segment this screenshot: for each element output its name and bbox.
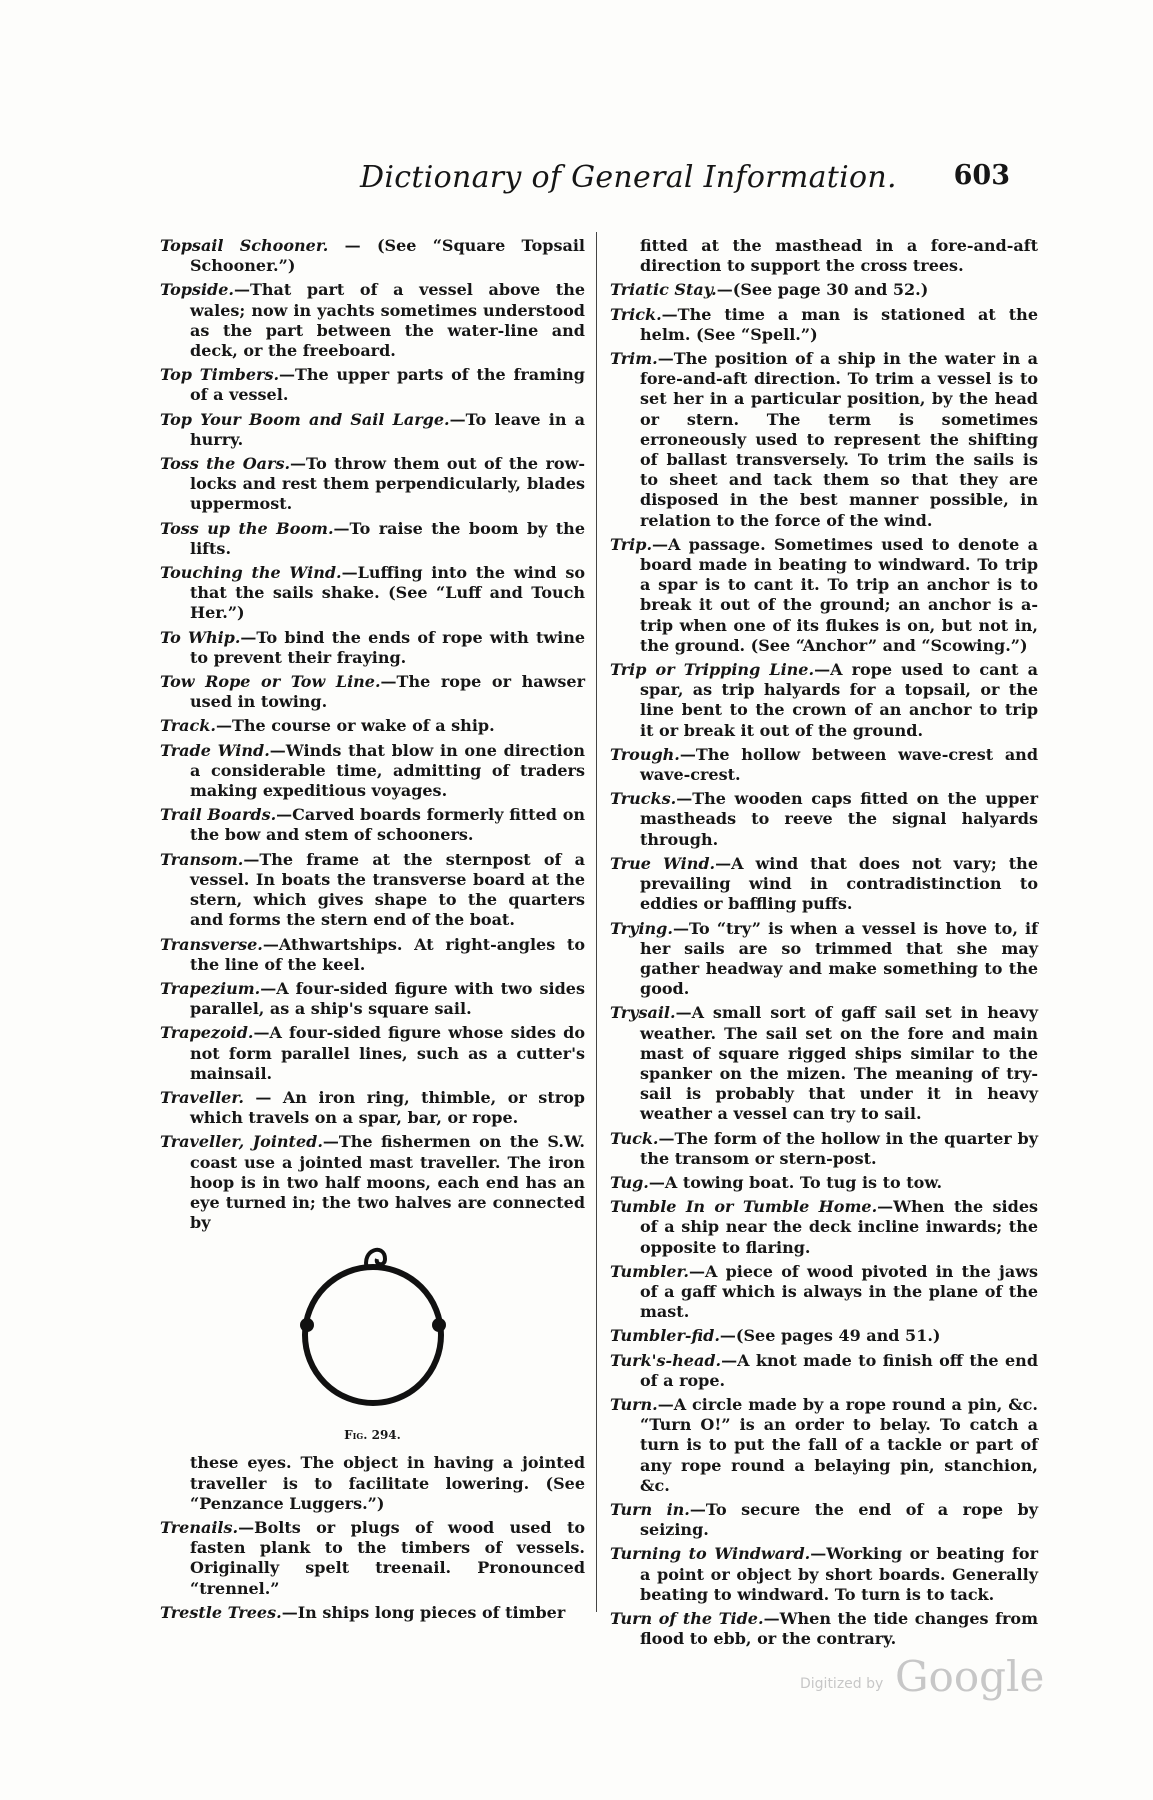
entry-definition: —To leave in a hurry. (190, 409, 585, 449)
dictionary-entry (160, 979, 585, 1019)
entry-definition: —To raise the boom by the lifts. (190, 518, 585, 558)
entry-term: Tumble In or Tumble Home. (610, 1197, 878, 1217)
entry-definition: —Bolts or plugs of wood used to fasten plank to the timbers of vessels. Originally spelt treenail. Pronounced “trennel.” (190, 1517, 585, 1598)
dictionary-entry (160, 410, 585, 450)
entry-term: Traveller, Jointed. (160, 1132, 323, 1152)
dictionary-entry (160, 280, 585, 361)
entry-term: Trough. (610, 744, 680, 764)
entry-definition: —The frame at the sternpost of a vessel. In boats the transverse board at the stern, which gives shape to the quarters and forms the stern end of the boat. (190, 849, 585, 930)
entry-definition: —A knot made to finish off the end of a rope. (640, 1350, 1038, 1390)
entry-term: Tow Rope or Tow Line. (160, 672, 381, 692)
entry-term: Trip. (610, 534, 653, 554)
entry-definition: —In ships long pieces of timber (281, 1602, 566, 1622)
entry-definition: — (See “Square Topsail Schooner.”) (190, 236, 586, 276)
dictionary-entry (610, 1544, 1038, 1605)
dictionary-entry (610, 745, 1038, 785)
entry-definition: —To throw them out of the row-locks and rest them perpendicularly, blades uppermost. (190, 454, 585, 514)
dictionary-entry (610, 1262, 1038, 1323)
entry-term: Track. (160, 716, 216, 736)
entry-term: Toss the Oars. (160, 454, 291, 474)
entry-term: Trade Wind. (160, 740, 270, 760)
watermark-prefix: Digitized by (800, 1676, 884, 1692)
dictionary-entry (610, 1500, 1038, 1540)
entry-term: Top Timbers. (160, 365, 280, 385)
entry-definition: —The fishermen on the S.W. coast use a jointed mast traveller. The iron hoop is in two half moons, each end has an eye turned in; the two halves are connected by (190, 1132, 585, 1233)
figure-294 (160, 1239, 585, 1449)
entry-term: Turn of the Tide. (610, 1609, 764, 1628)
entry-term: Tumbler-fid. (610, 1326, 720, 1346)
entry-term: Trail Boards. (160, 805, 277, 825)
entry-definition: —A piece of wood pivoted in the jaws of a gaff which is always in the plane of the mast. (640, 1261, 1038, 1322)
entry-definition: — An iron ring, thimble, or strop which travels on a spar, bar, or rope. (190, 1087, 585, 1128)
dictionary-entry (160, 672, 585, 712)
entry-definition: —Athwartships. At right-angles to the line of the keel. (190, 934, 585, 974)
dictionary-entry (160, 850, 585, 931)
entry-term: Trysail. (610, 1003, 676, 1023)
entry-term: Transverse. (160, 934, 263, 954)
entry-definition: —A passage. Sometimes used to denote a board made in beating to windward. To trip a spar is to cant it. To trip an anchor is to break it out of the ground; an anchor is a-trip when one of its flukes is on, but not in, the ground. (See “Anchor” and “Scowing.”) (640, 534, 1038, 655)
dictionary-entry (610, 1395, 1038, 1496)
entry-definition: —Working or beating for a point or object by short boards. Generally beating to windward. To turn is to tack. (640, 1544, 1038, 1604)
entry-term: Trim. (610, 349, 658, 369)
entry-term: Trip or Tripping Line. (610, 660, 815, 680)
dictionary-entry (160, 1132, 585, 1233)
entry-definition: —A four-sided figure with two sides parallel, as a ship's square sail. (190, 978, 585, 1019)
page-number: 603 (953, 160, 1010, 191)
dictionary-entry (610, 1129, 1038, 1169)
dictionary-entry (610, 1609, 1038, 1649)
entry-definition: —The time a man is stationed at the helm. (See “Spell.”) (640, 304, 1038, 344)
page-header (360, 160, 1010, 200)
dictionary-entry (610, 1003, 1038, 1124)
dictionary-entry (160, 741, 585, 802)
entry-term: To Whip. (160, 627, 241, 647)
right-column (610, 236, 1038, 1653)
watermark-brand: Google (895, 1652, 1045, 1701)
dictionary-entry (610, 280, 1038, 300)
dictionary-entry (160, 716, 585, 736)
entry-definition: —When the tide changes from flood to ebb, or the contrary. (640, 1609, 1038, 1649)
dictionary-entry (610, 349, 1038, 531)
entry-definition: —(See page 30 and 52.) (716, 280, 929, 300)
entry-definition: —(See pages 49 and 51.) (719, 1326, 941, 1346)
entry-definition: —Winds that blow in one direction a considerable time, admitting of traders making expeditious voyages. (190, 740, 585, 801)
dictionary-entry (160, 805, 585, 845)
entry-term: Tumbler. (610, 1261, 689, 1281)
entry-term: Turk's-head. (610, 1350, 722, 1370)
dictionary-entry (610, 919, 1038, 1000)
left-entry-list (160, 236, 585, 1233)
right-continuation: fitted at the masthead in a fore-and-aft direction to support the cross trees. (640, 236, 1038, 276)
figure-caption: Fig. 294. (344, 1428, 401, 1443)
dictionary-entry (160, 454, 585, 515)
entry-term: Trapezium. (160, 978, 261, 998)
entry-definition: —A wind that does not vary; the prevailing wind in contradistinction to eddies or baffling puffs. (640, 853, 1038, 914)
entry-definition: —The course or wake of a ship. (215, 716, 495, 736)
entry-definition: —A rope used to cant a spar, as trip halyards for a topsail, or the line bent to the crown of an anchor to trip it or break it out of the ground. (640, 660, 1038, 740)
dictionary-entry (610, 1326, 1038, 1346)
book-title: Dictionary of General Information. (360, 160, 897, 195)
entry-definition: —Carved boards formerly fitted on the bow and stem of schooners. (190, 805, 585, 845)
entry-definition: —The wooden caps fitted on the upper mastheads to reeve the signal halyards through. (640, 789, 1038, 849)
dictionary-entry (160, 236, 585, 276)
dictionary-entry (610, 1197, 1038, 1258)
entry-term: Transom. (160, 849, 244, 869)
entry-term: Turn. (610, 1394, 658, 1414)
entry-term: Trenails. (160, 1517, 239, 1537)
entry-definition: —A circle made by a rope round a pin, &c. “Turn O!” is an order to belay. To catch a turn is to put the fall of a tackle or part of any rope round a belaying pin, stanchion, &c. (640, 1394, 1038, 1495)
dictionary-entry (610, 1351, 1038, 1391)
entry-term: Trestle Trees. (160, 1602, 282, 1622)
digitized-watermark (800, 1652, 1045, 1712)
column-divider (596, 232, 597, 1612)
entry-term: Tuck. (610, 1128, 659, 1148)
entry-term: Triatic Stay. (610, 280, 717, 300)
entry-term: Turning to Windward. (610, 1544, 811, 1564)
dictionary-entry (160, 628, 585, 668)
entry-definition: —The upper parts of the framing of a vessel. (190, 365, 585, 405)
dictionary-entry (160, 563, 585, 624)
entry-definition: —That part of a vessel above the wales; now in yachts sometimes understood as the part between the water-line and deck, or the freeboard. (190, 280, 585, 361)
entry-term: Traveller. (160, 1087, 244, 1107)
entry-term: Touching the Wind. (160, 563, 342, 583)
entry-definition: —To “try” is when a vessel is hove to, if her sails are so trimmed that she may gather headway and make something to the good. (640, 918, 1038, 999)
dictionary-entry (610, 535, 1038, 656)
entry-definition: —A four-sided figure whose sides do not form parallel lines, such as a cutter's mainsail. (190, 1023, 585, 1083)
dictionary-entry (610, 1173, 1038, 1193)
entry-definition: —To secure the end of a rope by seizing. (640, 1499, 1039, 1540)
entry-term: Topside. (160, 280, 234, 300)
entry-term: Toss up the Boom. (160, 518, 334, 538)
entry-term: Trick. (610, 304, 662, 324)
dictionary-entry (160, 1088, 585, 1128)
entry-term: Trying. (610, 918, 673, 938)
jointed-traveller-illustration (285, 1239, 460, 1419)
left-column (160, 236, 585, 1627)
entry-term: Trapezoid. (160, 1023, 254, 1043)
dictionary-entry (160, 1023, 585, 1084)
entry-definition: —The rope or hawser used in towing. (190, 672, 585, 712)
dictionary-entry (610, 854, 1038, 915)
entry-definition: —The form of the hollow in the quarter by the transom or stern-post. (640, 1128, 1038, 1168)
entry-term: Topsail Schooner. (160, 236, 329, 255)
left-after-entry-list (160, 1518, 585, 1623)
dictionary-entry (160, 935, 585, 975)
entry-term: Tug. (610, 1172, 649, 1192)
entry-definition: —Luffing into the wind so that the sails shake. (See “Luff and Touch Her.”) (190, 563, 585, 623)
entry-definition: —To bind the ends of rope with twine to prevent their fraying. (190, 627, 586, 667)
left-continuation: these eyes. The object in having a jointed traveller is to facilitate lowering. (See “Penzance Luggers.”) (190, 1453, 585, 1513)
dictionary-entry (160, 1518, 585, 1599)
entry-definition: —When the sides of a ship near the deck incline inwards; the opposite to flaring. (640, 1197, 1038, 1257)
entry-definition: —The position of a ship in the water in a fore-and-aft direction. To trim a vessel is to set her in a particular position, by the head or stern. The term is sometimes erroneously used to represent the shifting of ballast transversely. To trim the sails is to sheet and tack them so that they are disposed in the best manner possible, in relation to the force of the wind. (640, 349, 1038, 530)
dictionary-entry (160, 519, 585, 559)
entry-term: Top Your Boom and Sail Large. (160, 409, 450, 429)
dictionary-entry (160, 1603, 585, 1623)
entry-term: Trucks. (610, 789, 677, 809)
entry-definition: —The hollow between wave-crest and wave-crest. (640, 744, 1038, 785)
entry-term: True Wind. (610, 853, 716, 873)
dictionary-entry (610, 789, 1038, 850)
dictionary-entry (610, 660, 1038, 741)
dictionary-entry (160, 365, 585, 405)
dictionary-entry (610, 305, 1038, 345)
entry-definition: —A towing boat. To tug is to tow. (648, 1172, 943, 1192)
right-entry-list (610, 280, 1038, 1649)
entry-definition: —A small sort of gaff sail set in heavy weather. The sail set on the fore and main mast of square rigged ships similar to the spanker on the mizen. The meaning of try-sail is probably that under it in heavy weather a vessel can try to sail. (640, 1003, 1038, 1124)
entry-term: Turn in. (610, 1499, 690, 1519)
